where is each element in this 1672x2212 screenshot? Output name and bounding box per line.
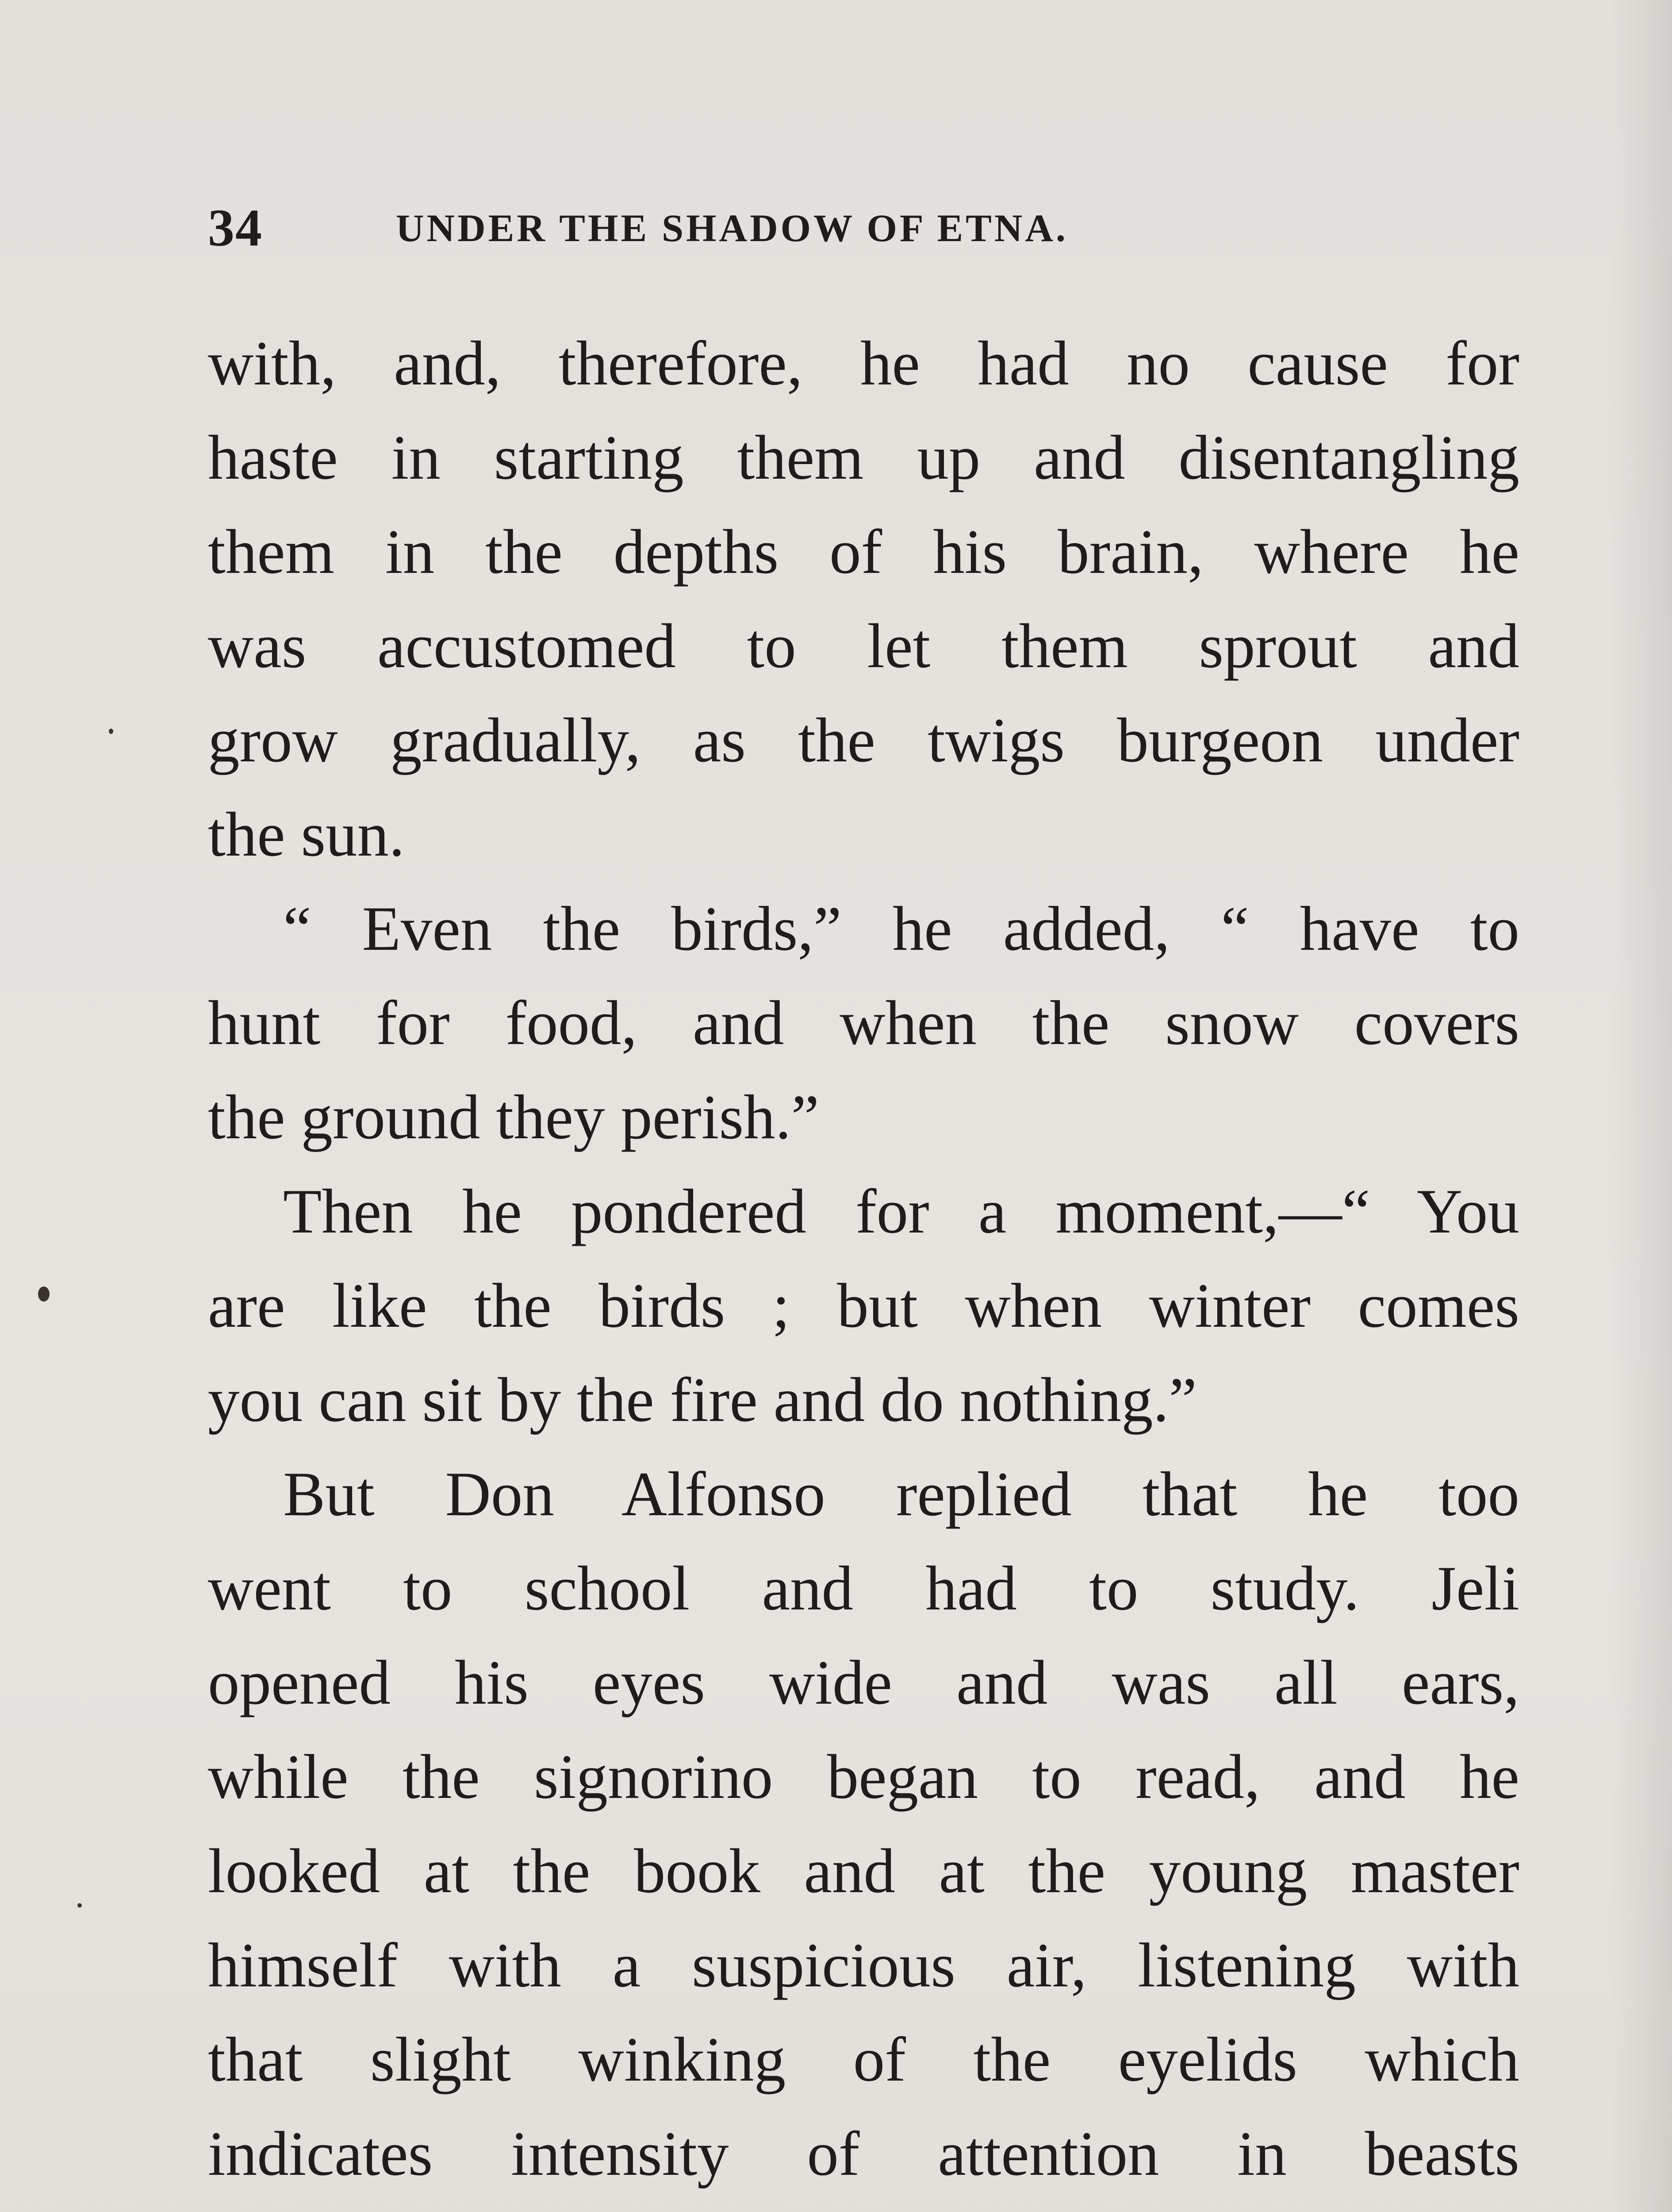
page-edge-shadow xyxy=(1610,0,1672,2212)
text-line: indicates intensity of attention in beasts xyxy=(208,2119,1519,2189)
paragraph-1 xyxy=(208,316,1519,882)
text-line: Then he pondered for a moment,—“ You xyxy=(283,1176,1519,1246)
page-header xyxy=(208,195,1517,261)
paragraph-2 xyxy=(208,882,1519,1164)
text-line: grow gradually, as the twigs burgeon under xyxy=(208,705,1519,775)
body-text xyxy=(208,316,1519,2212)
paragraph-4 xyxy=(208,1447,1519,2212)
text-line: “ Even the birds,” he added, “ have to xyxy=(283,894,1519,964)
text-line: But Don Alfonso replied that he too xyxy=(283,1459,1519,1529)
ink-speck xyxy=(77,1903,82,1908)
text-line: that slight winking of the eyelids which xyxy=(208,2024,1519,2094)
text-line: with, and, therefore, he had no cause for xyxy=(208,328,1519,398)
text-line: went to school and had to study. Jeli xyxy=(208,1553,1519,1623)
text-line: while the signorino began to read, and he xyxy=(208,1742,1519,1812)
running-title: UNDER THE SHADOW OF ETNA. xyxy=(396,207,1068,250)
text-line: haste in starting them up and disentangling xyxy=(208,422,1519,492)
text-line: are like the birds ; but when winter comes xyxy=(208,1271,1519,1340)
text-line: was accustomed to let them sprout and xyxy=(208,611,1519,681)
text-line: opened his eyes wide and was all ears, xyxy=(208,1647,1519,1717)
text-line: looked at the book and at the young master xyxy=(208,1836,1519,1906)
text-line: hunt for food, and when the snow covers xyxy=(208,988,1519,1058)
text-line: the sun. xyxy=(208,799,405,869)
ink-speck xyxy=(38,1286,50,1302)
text-line: the ground they perish.” xyxy=(208,1082,819,1152)
text-line: them in the depths of his brain, where he xyxy=(208,517,1519,587)
text-line: you can sit by the fire and do nothing.” xyxy=(208,1365,1197,1435)
ink-speck xyxy=(109,729,113,734)
text-line: himself with a suspicious air, listening with xyxy=(208,1930,1519,2000)
text-line xyxy=(208,2201,1519,2212)
page-number: 34 xyxy=(208,198,263,257)
paragraph-3 xyxy=(208,1164,1519,1447)
